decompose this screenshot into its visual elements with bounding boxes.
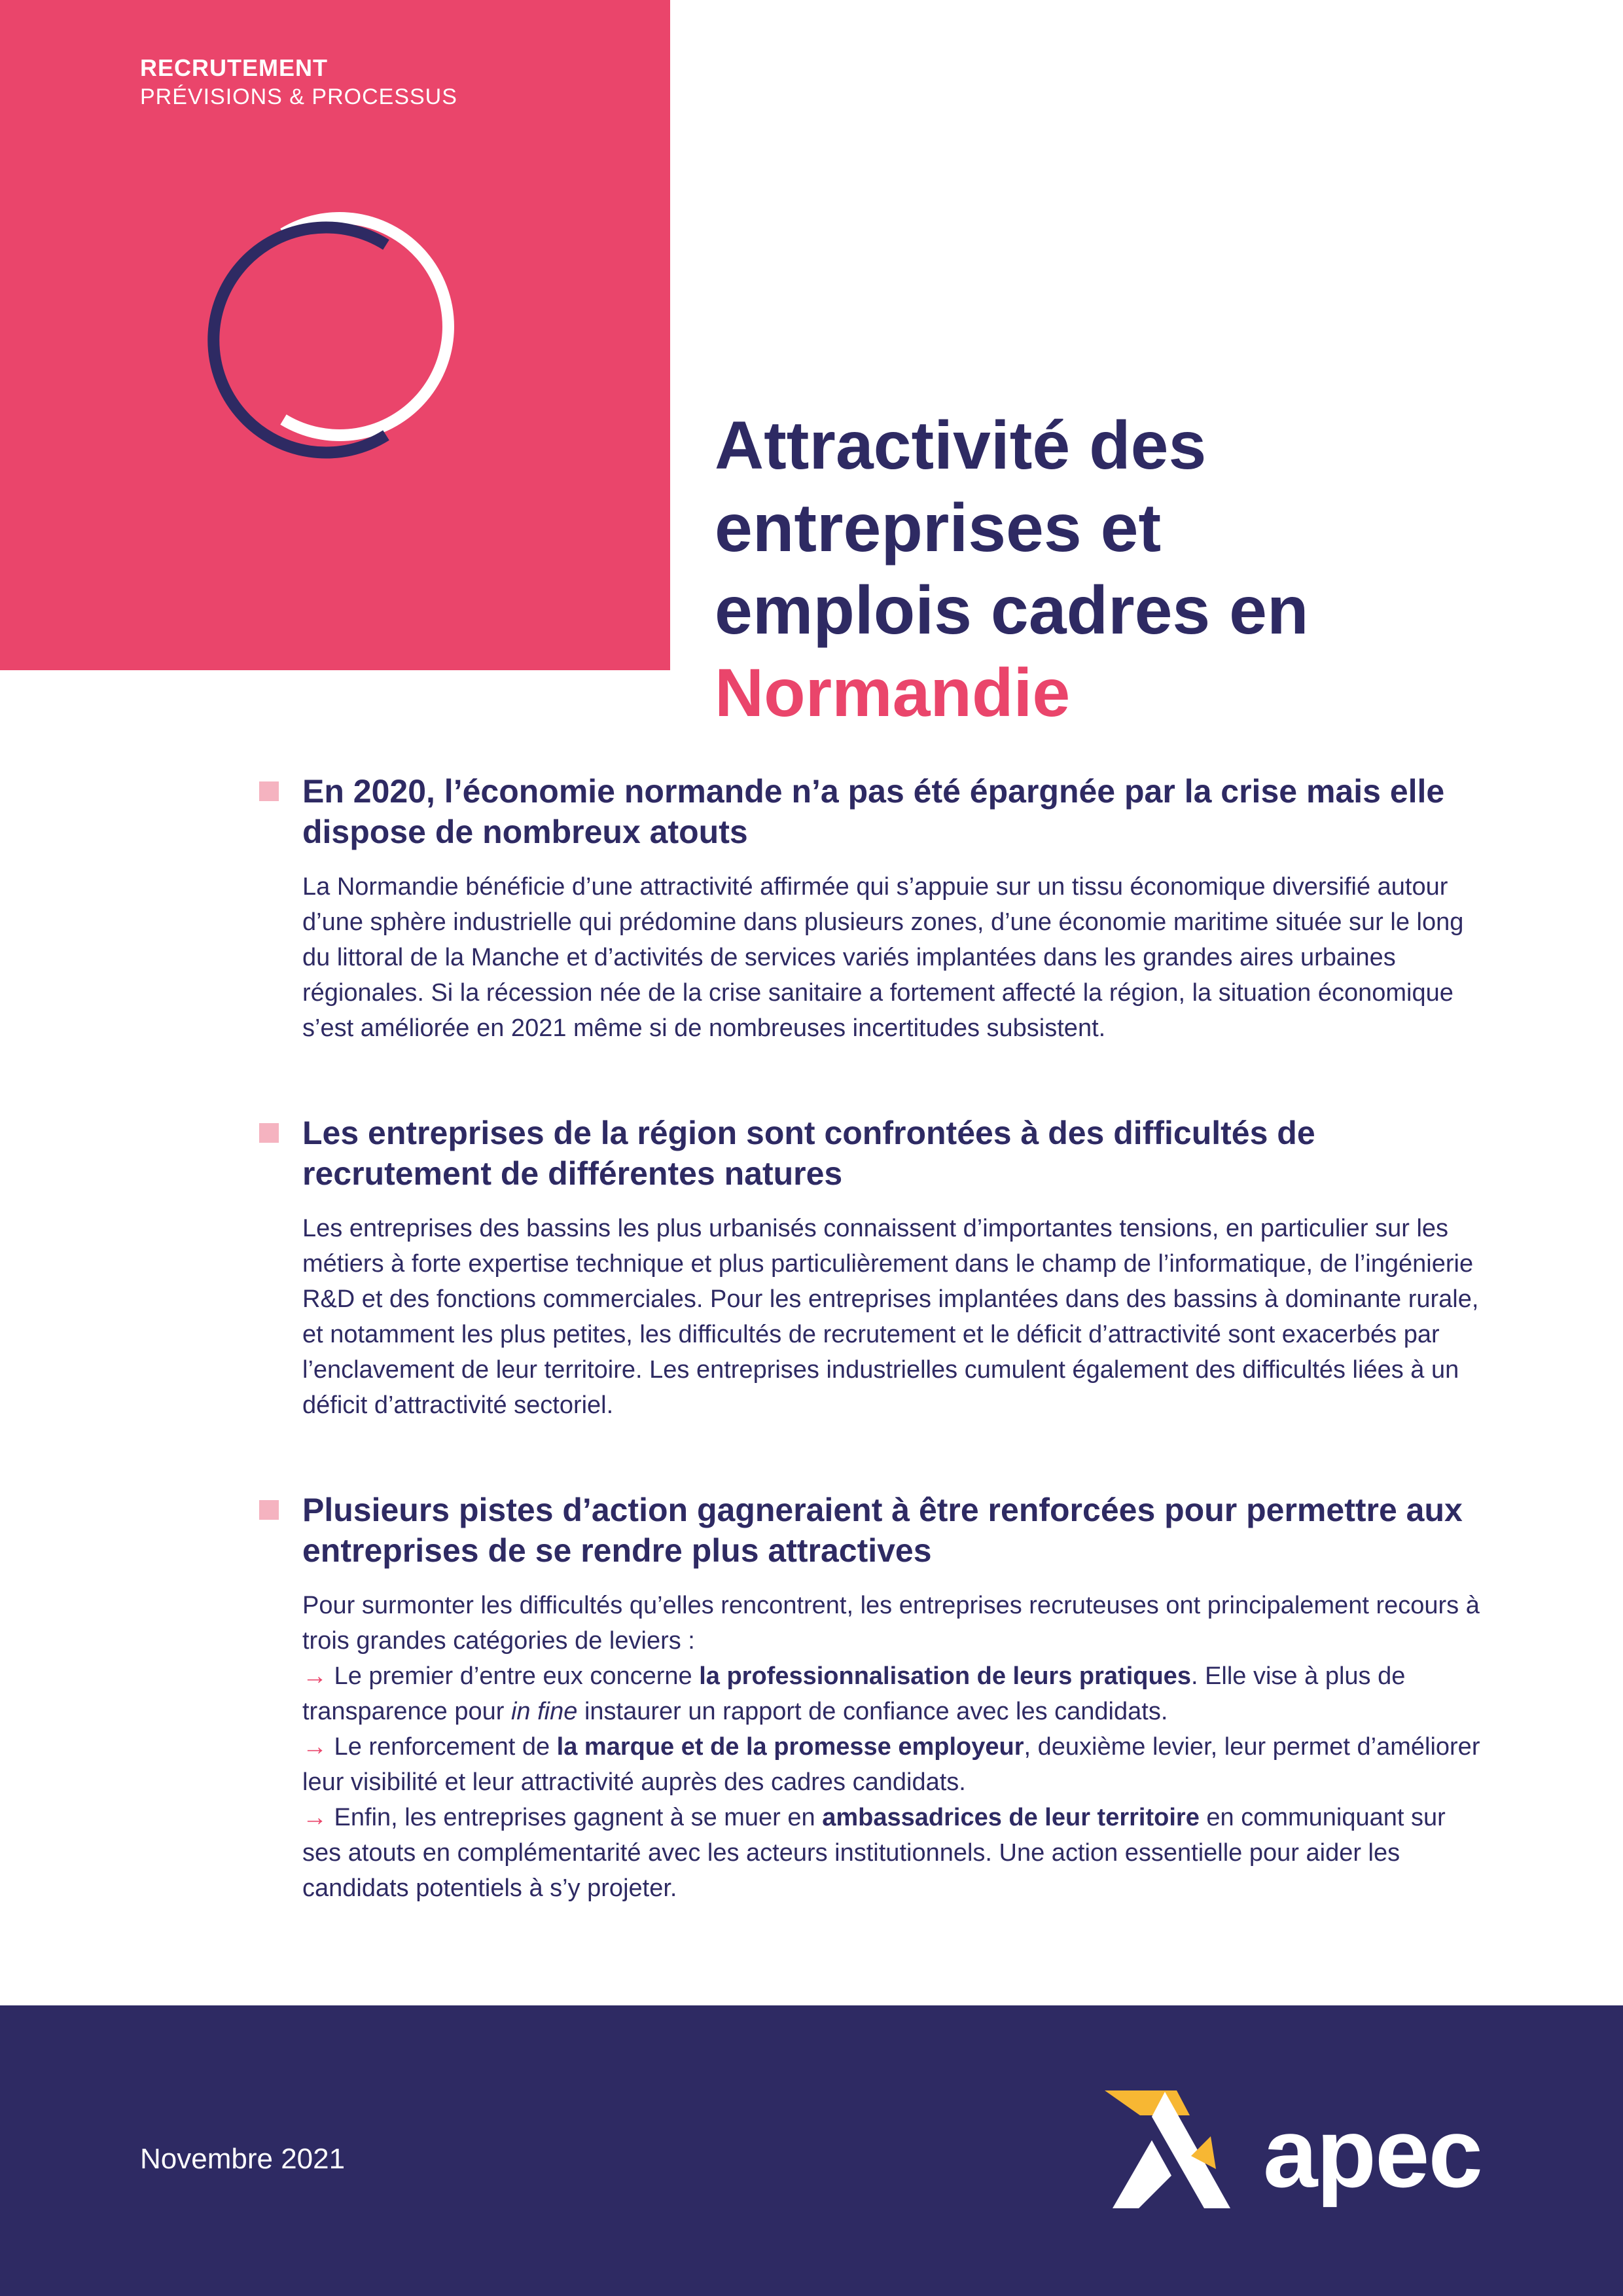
section-heading: Les entreprises de la région sont confrontées à des difficultés de recrutement de différentes natures (302, 1115, 1315, 1192)
page-title (715, 404, 1585, 734)
item-2-text: Le renforcement de (327, 1733, 557, 1761)
kicker-subtitle: PRÉVISIONS & PROCESSUS (140, 84, 457, 109)
section-2 (259, 1113, 1489, 1423)
item-2-end: , deuxième levier, leur permet d’améliorer leur visibilité et leur attractivité auprès des cadres candidats. (302, 1733, 1480, 1796)
arrow-right-icon: → (302, 1804, 327, 1831)
decorative-circles-icon (0, 0, 670, 670)
item-1-mid: . Elle vise à plus de transparence pour (302, 1662, 1406, 1725)
footer (0, 2005, 1623, 2296)
section-body: Les entreprises des bassins les plus urbanisés connaissent d’importantes tensions, en particulier sur les métiers à forte expertise technique et plus particulièrement dans le champ de l’informatique, de l’ingénierie R&D et des fonctions commerciales. Pour les entreprises implantées dans des bassins à dominante rurale, et notamment les plus petites, les difficultés de recrutement et le déficit d’attractivité sont exacerbés par l’enclavement de leur territoire. Les entreprises industrielles cumulent également des difficultés liées à un déficit d’attractivité sectoriel. (302, 1215, 1479, 1419)
title-line-1: Attractivité des (715, 407, 1207, 484)
section-intro: Pour surmonter les difficultés qu’elles rencontrent, les entreprises recruteuses ont principalement recours à trois grandes catégories de leviers : (302, 1592, 1480, 1655)
section-3 (259, 1490, 1489, 1906)
section-heading: En 2020, l’économie normande n’a pas été épargnée par la crise mais elle dispose de nombreux atouts (302, 773, 1445, 850)
section-1 (259, 771, 1489, 1046)
title-line-3: emplois cadres en (715, 572, 1309, 649)
item-3-bold: ambassadrices de leur territoire (822, 1804, 1200, 1831)
section-heading: Plusieurs pistes d’action gagneraient à être renforcées pour permettre aux entreprises de se rendre plus attractives (302, 1492, 1463, 1569)
bullet-square-icon (259, 781, 279, 801)
arrow-right-icon: → (302, 1662, 327, 1690)
footer-date: Novembre 2021 (140, 2143, 346, 2175)
item-3-text: Enfin, les entreprises gagnent à se muer en (327, 1804, 823, 1831)
arrow-right-icon: → (302, 1733, 327, 1761)
title-accent: Normandie (715, 655, 1071, 731)
bullet-square-icon (259, 1500, 279, 1520)
item-3-end: en communiquant sur ses atouts en complémentarité avec les acteurs institutionnels. Une action essentielle pour aider les candidats potentiels à s’y projeter. (302, 1804, 1446, 1902)
item-1-italic: in fine (510, 1698, 578, 1725)
bullet-square-icon (259, 1123, 279, 1143)
apec-logo-text: apec (1263, 2098, 1482, 2208)
apec-logo-icon (1099, 2077, 1243, 2221)
section-body: La Normandie bénéficie d’une attractivité affirmée qui s’appuie sur un tissu économique diversifié autour d’une sphère industrielle qui prédomine dans plusieurs zones, d’une économie maritime située sur le long du littoral de la Manche et d’activités de services variés implantées dans les grandes aires urbaines régionales. Si la récession née de la crise sanitaire a fortement affecté la région, la situation économique s’est améliorée en 2021 même si de nombreuses incertitudes subsistent. (302, 873, 1464, 1042)
item-1-bold: la professionnalisation de leurs pratiques (699, 1662, 1191, 1690)
item-1-end: instaurer un rapport de confiance avec les candidats. (577, 1698, 1168, 1725)
item-2-bold: la marque et de la promesse employeur (556, 1733, 1024, 1761)
item-1-text: Le premier d’entre eux concerne (327, 1662, 700, 1690)
section-body (302, 1588, 1489, 1906)
title-line-2: entreprises et (715, 490, 1162, 566)
kicker-title: RECRUTEMENT (140, 54, 328, 81)
